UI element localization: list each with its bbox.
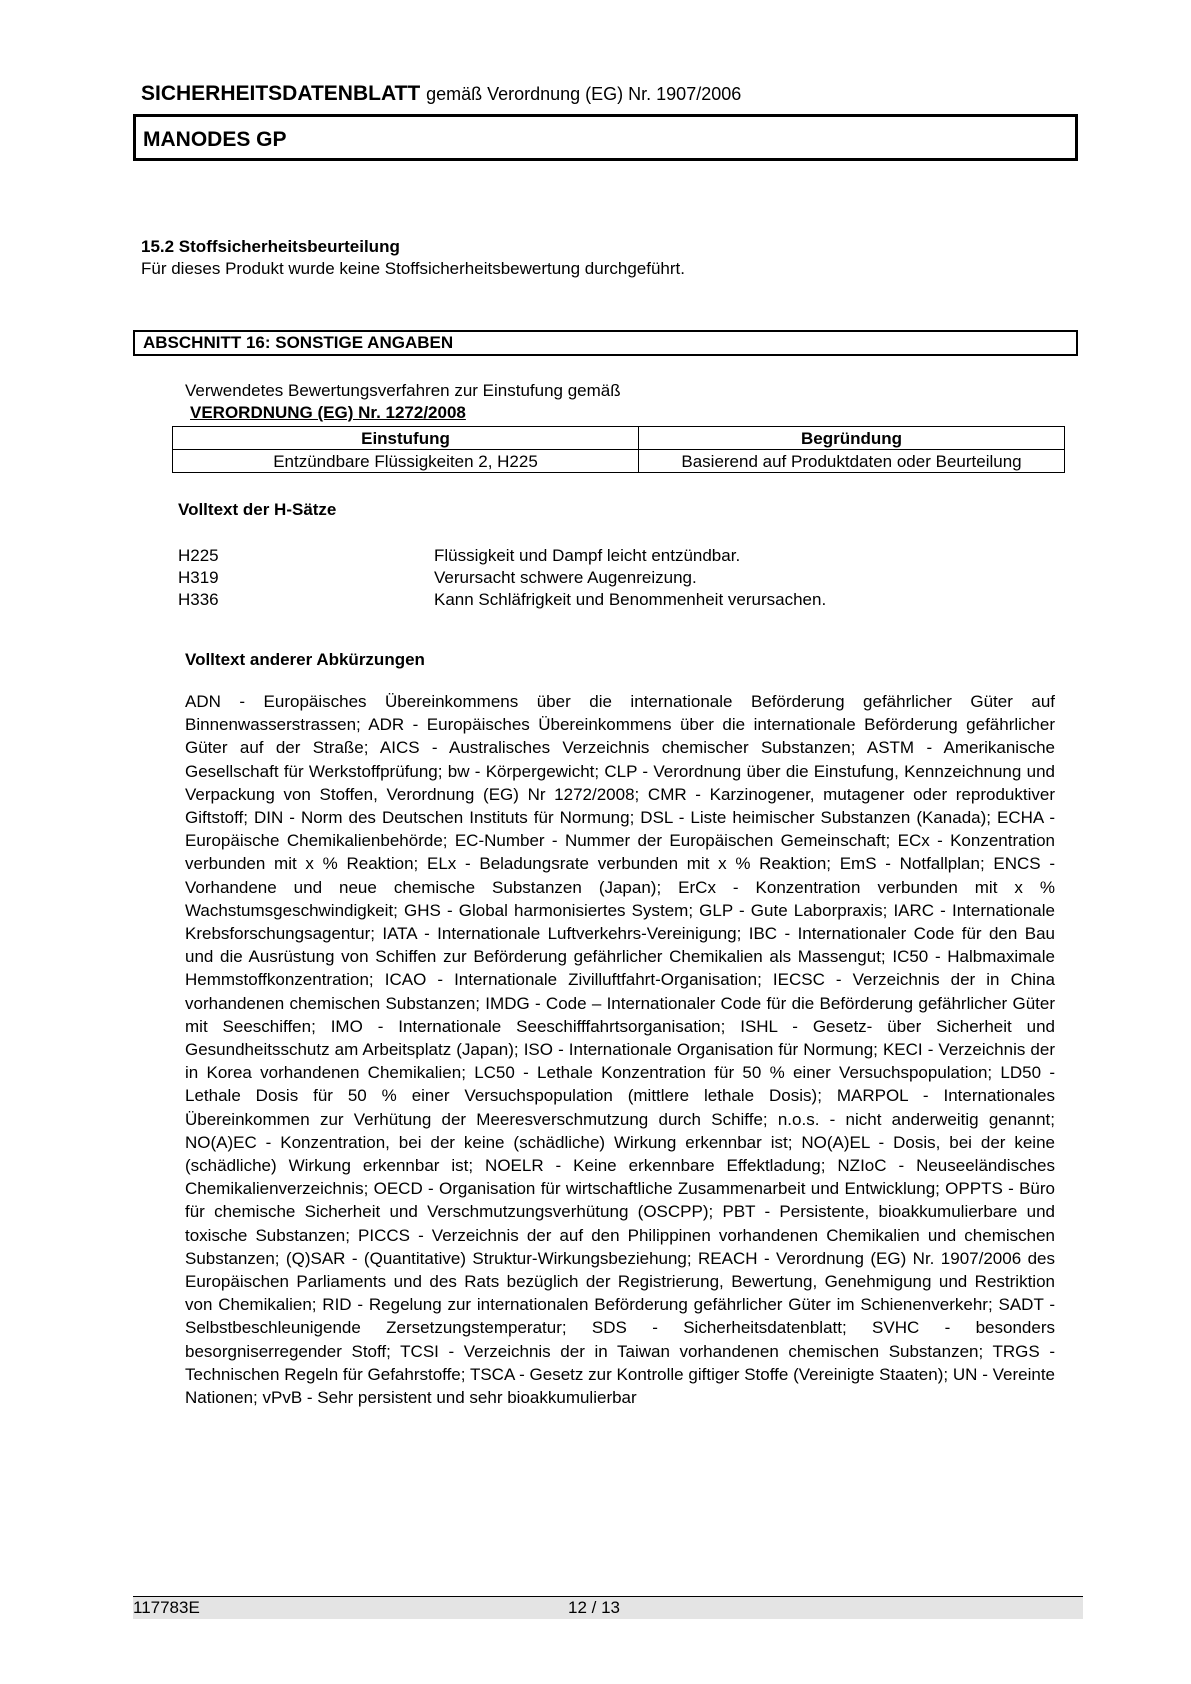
h-code: H336 <box>178 590 219 609</box>
section-15-2-text: Für dieses Produkt wurde keine Stoffsicherheitsbewertung durchgeführt. <box>141 259 685 278</box>
table-cell: Basierend auf Produktdaten oder Beurteilung <box>639 450 1065 473</box>
abbreviations-text: ADN - Europäisches Übereinkommens über die internationale Beförderung gefährlicher Güter auf Binnenwasserstrassen; ADR - Europäisches Übereinkommens über die internationale Beförderung gefährlicher Güter auf der Straße; AICS - Australisches Verzeichnis chemischer Substanzen; ASTM - Amerikanische Gesellschaft für Werkstoffprüfung; bw - Körpergewicht; CLP - Verordnung über die Einstufung, Kennzeichnung und Verpackung von Stoffen, Verordnung (EG) Nr 1272/2008; CMR - Karzinogener, mutagener oder reproduktiver Giftstoff; DIN - Norm des Deutschen Instituts für Normung; DSL - Liste heimischer Substanzen (Kanada); ECHA - Europäische Chemikalienbehörde; EC-Number - Nummer der Europäischen Gemeinschaft; ECx - Konzentration verbunden mit x % Reaktion; ELx - Beladungsrate verbunden mit x % Reaktion; EmS - Notfallplan; ENCS - Vorhandene und neue chemische Substanzen (Japan); ErCx - Konzentration verbunden mit x % Wachstumsgeschwindigkeit; GHS - Global harmonisiertes System; GLP - Gute Laborpraxis; IARC - Internationale Krebsforschungsagentur; IATA - Internationale Luftverkehrs-Vereinigung; IBC - Internationaler Code für den Bau und die Ausrüstung von Schiffen zur Beförderung gefährlicher Chemikalien als Massengut; IC50 - Halbmaximale Hemmstoffkonzentration; ICAO - Internationale Zivilluftfahrt-Organisation; IECSC - Verzeichnis der in China vorhandenen chemischen Substanzen; IMDG - Code – Internationaler Code für die Beförderung gefährlicher Güter mit Seeschiffen; IMO - Internationale Seeschifffahrtsorganisation; ISHL - Gesetz- über Sicherheit und Gesundheitsschutz am Arbeitsplatz (Japan); ISO - Internationale Organisation für Normung; KECI - Verzeichnis der in Korea vorhandenen Chemikalien; LC50 - Lethale Konzentration für 50 % einer Versuchspopulation; LD50 - Lethale Dosis für 50 % einer Versuchspopulation (mittlere lethale Dosis); MARPOL - Internationales Übereinkommen zur Verhütung der Meeresverschmutzung durch Schiffe; n.o.s. - nicht anderweitig genannt; NO(A)EC - Konzentration, bei der keine (schädliche) Wirkung erkennbar ist; NO(A)EL - Dosis, bei der keine (schädliche) Wirkung erkennbar ist; NOELR - Keine erkennbare Effektladung; NZIoC - Neuseeländisches Chemikalienverzeichnis; OECD - Organisation für wirtschaftliche Zusammenarbeit und Entwicklung; OPPTS - Büro für chemische Sicherheit und Verschmutzungsverhütung (OSCPP); PBT - Persistente, bioakkumulierbare und toxische Substanzen; PICCS - Verzeichnis der auf den Philippinen vorhandenen Chemikalien und chemischen Substanzen; (Q)SAR - (Quantitative) Struktur-Wirkungsbeziehung; REACH - Verordnung (EG) Nr. 1907/2006 des Europäischen Parliaments und des Rats bezüglich der Registrierung, Bewertung, Genehmigung und Restriktion von Chemikalien; RID - Regelung zur internationalen Beförderung gefährlicher Güter im Schienenverkehr; SADT - Selbstbeschleunigende Zersetzungstemperatur; SDS - Sicherheitsdatenblatt; SVHC - besonders besorgniserregender Stoff; TCSI - Verzeichnis der in Taiwan vorhandenen chemischen Substanzen; TRGS - Technischen Regeln für Gefahrstoffe; TSCA - Gesetz zur Kontrolle giftiger Stoffe (Vereinigte Staaten); UN - Vereinte Nationen; vPvB - Sehr persistent und sehr bioakkumulierbar <box>185 692 1055 1408</box>
table-header-cell: Einstufung <box>173 427 639 450</box>
table-header-row <box>173 427 1065 450</box>
h-statements-heading: Volltext der H-Sätze <box>178 500 337 519</box>
regulation-title: VERORDNUNG (EG) Nr. 1272/2008 <box>190 403 466 422</box>
table-row <box>173 450 1065 473</box>
title-main: SICHERHEITSDATENBLATT <box>141 82 421 105</box>
h-text: Flüssigkeit und Dampf leicht entzündbar. <box>434 546 741 565</box>
document-title <box>141 82 741 106</box>
section-16-heading: ABSCHNITT 16: SONSTIGE ANGABEN <box>133 330 1078 356</box>
classification-table <box>172 426 1065 473</box>
h-text: Verursacht schwere Augenreizung. <box>434 568 697 587</box>
section-15-2-heading: 15.2 Stoffsicherheitsbeurteilung <box>141 237 400 256</box>
table-cell: Entzündbare Flüssigkeiten 2, H225 <box>173 450 639 473</box>
footer-doc-id: 117783E <box>133 1598 200 1617</box>
h-text: Kann Schläfrigkeit und Benommenheit verursachen. <box>434 590 827 609</box>
table-header-cell: Begründung <box>639 427 1065 450</box>
abbreviations-heading: Volltext anderer Abkürzungen <box>185 650 425 669</box>
product-name: MANODES GP <box>143 128 287 151</box>
method-intro: Verwendetes Bewertungsverfahren zur Einstufung gemäß <box>185 381 621 400</box>
footer-page-number: 12 / 13 <box>568 1598 620 1617</box>
h-code: H319 <box>178 568 219 587</box>
title-subtitle: gemäß Verordnung (EG) Nr. 1907/2006 <box>426 84 742 104</box>
h-code: H225 <box>178 546 219 565</box>
